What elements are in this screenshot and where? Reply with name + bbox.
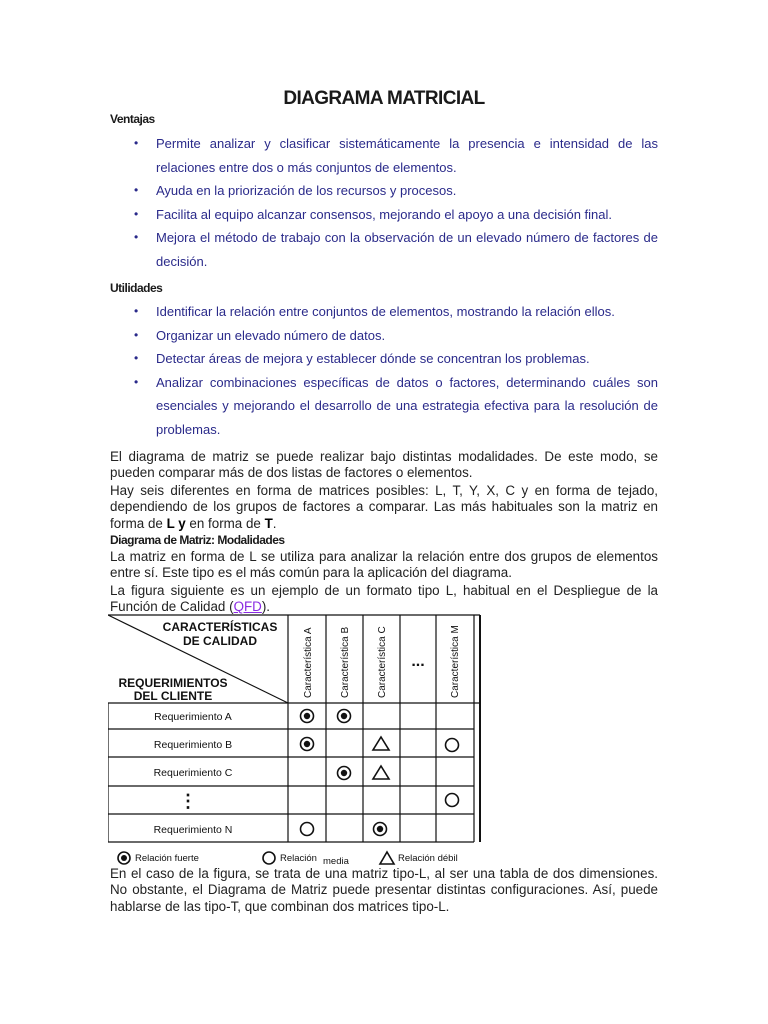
bullet-icon: • — [134, 183, 139, 197]
list-item: • Analizar combinaciones específicas de datos o factores, determinando cuáles son esenciales y mejorando el desarrollo de una estrategia efectiva para la resolución de problemas. — [110, 371, 658, 442]
header-requirements-line2: DEL CLIENTE — [133, 689, 213, 703]
ventajas-heading: Ventajas — [110, 112, 155, 126]
paragraph-figure-explanation: En el caso de la figura, se trata de una matriz tipo-L, al ser una tabla de dos dimensiones. No obstante, el Diagrama de Matriz puede presentar distintas configuraciones. Así, puede hablarse de las tipo-T, que combinan dos matrices tipo-L. — [110, 866, 658, 914]
list-item: • Ayuda en la priorización de los recursos y procesos. — [110, 179, 658, 203]
paragraph-matrix-types: Hay seis diferentes en forma de matrices posibles: L, T, Y, X, C y en forma de tejado, dependiendo de los grupos de factores a comparar. Las más habituales son la matriz en forma de L y en forma de T. — [110, 483, 658, 531]
column-header: Característica M — [450, 625, 461, 698]
row-label: Requerimiento B — [153, 739, 233, 751]
strong-relation-icon — [301, 710, 314, 723]
ventajas-list — [110, 132, 658, 273]
header-quality-line1: CARACTERÍSTICAS — [162, 620, 278, 634]
modalidades-heading: Diagrama de Matriz: Modalidades — [110, 533, 285, 547]
list-item: • Detectar áreas de mejora y establecer dónde se concentran los problemas. — [110, 347, 658, 371]
bullet-icon: • — [134, 351, 139, 365]
strong-relation-icon — [374, 823, 387, 836]
list-item: • Organizar un elevado número de datos. — [110, 324, 658, 348]
bullet-icon: • — [134, 374, 139, 389]
row-label: Requerimiento A — [154, 711, 232, 723]
bullet-icon: • — [134, 136, 139, 150]
list-item: • Facilita al equipo alcanzar consensos, mejorando el apoyo a una decisión final. — [110, 203, 658, 227]
legend-medium-icon — [263, 852, 275, 864]
header-quality-line2: DE CALIDAD — [183, 634, 257, 648]
column-header-ellipsis: ... — [411, 653, 425, 670]
list-item: • Permite analizar y clasificar sistemáticamente la presencia e intensidad de las relaciones entre dos o más conjuntos de elementos. — [110, 132, 658, 179]
medium-relation-icon — [301, 823, 314, 836]
list-item: • Identificar la relación entre conjuntos de elementos, mostrando la relación ellos. — [110, 300, 658, 324]
strong-relation-icon — [338, 767, 351, 780]
bullet-icon: • — [134, 230, 139, 244]
strong-relation-icon — [338, 710, 351, 723]
medium-relation-icon — [446, 794, 459, 807]
row-label: Requerimiento C — [153, 767, 233, 779]
bullet-icon: • — [134, 327, 139, 342]
list-item: • Mejora el método de trabajo con la observación de un elevado número de factores de decisión. — [110, 226, 658, 273]
legend-weak-label: Relación débil — [398, 853, 458, 864]
legend-strong-label: Relación fuerte — [135, 853, 199, 864]
legend-medium-label: Relación — [280, 853, 317, 864]
weak-relation-icon — [373, 766, 389, 779]
bullet-icon: • — [134, 304, 139, 318]
column-header: Característica C — [377, 626, 388, 698]
bullet-icon: • — [134, 206, 139, 221]
paragraph-modalidades-intro: El diagrama de matriz se puede realizar bajo distintas modalidades. De este modo, se pueden comparar más de dos listas de factores o elementos. — [110, 449, 658, 481]
paragraph-matrix-l: La matriz en forma de L se utiliza para analizar la relación entre dos grupos de elementos entre sí. Este tipo es el más común para la aplicación del diagrama. — [110, 549, 658, 581]
utilidades-heading: Utilidades — [110, 281, 163, 295]
column-header: Característica A — [303, 627, 314, 698]
matrix-figure — [108, 614, 482, 868]
row-label: Requerimiento N — [153, 824, 233, 836]
legend-weak-icon — [380, 852, 394, 864]
row-label-ellipsis: ⋮ — [179, 791, 197, 811]
paragraph-figure-intro: La figura siguiente es un ejemplo de un formato tipo L, habitual en el Despliegue de la Función de Calidad (QFD). — [110, 583, 658, 615]
qfd-link[interactable]: QFD — [233, 599, 262, 615]
legend-medium-label-b: media — [323, 856, 349, 867]
legend-strong-icon — [118, 852, 130, 864]
utilidades-list — [110, 300, 658, 441]
header-requirements-line1: REQUERIMIENTOS — [118, 676, 228, 690]
column-header: Característica B — [340, 626, 351, 698]
weak-relation-icon — [373, 737, 389, 750]
medium-relation-icon — [446, 739, 459, 752]
strong-relation-icon — [301, 738, 314, 751]
page-title: DIAGRAMA MATRICIAL — [283, 88, 485, 109]
